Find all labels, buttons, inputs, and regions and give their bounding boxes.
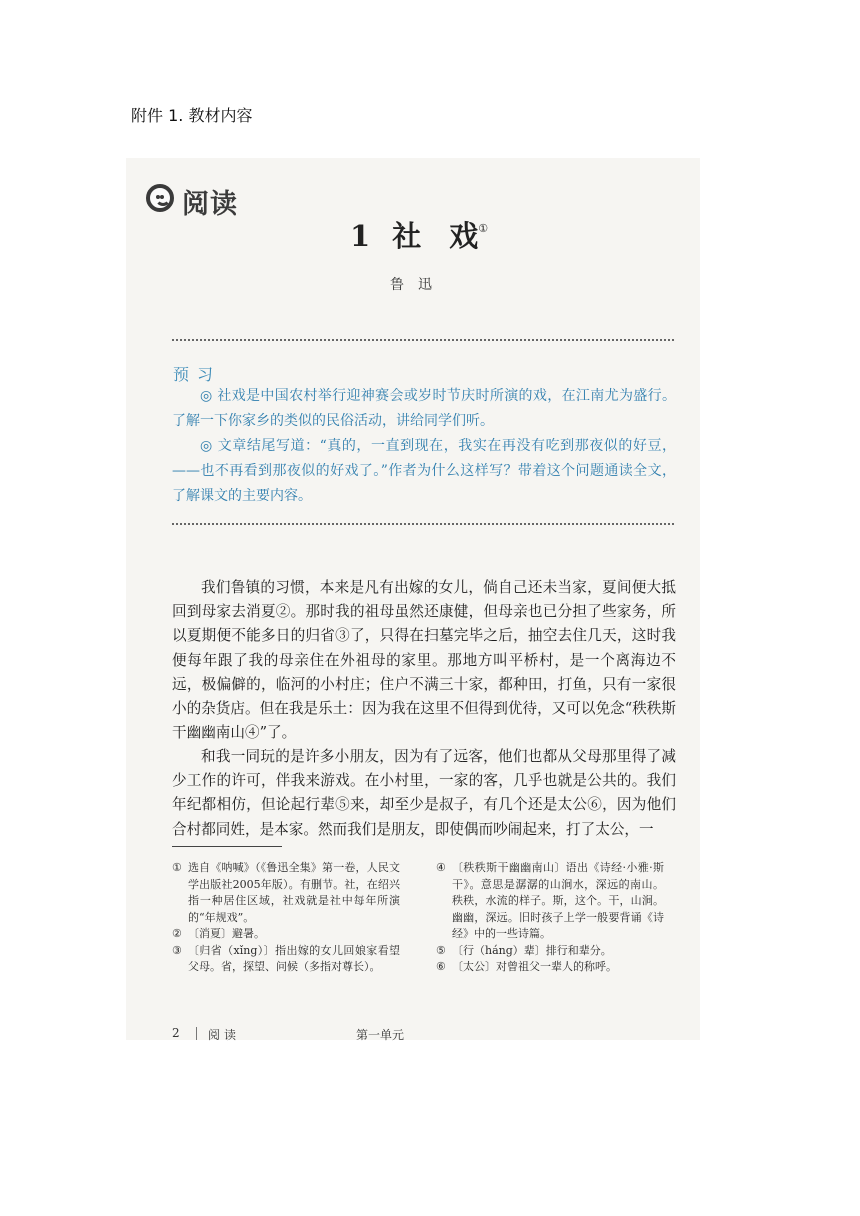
footnote (436, 959, 664, 976)
lesson-title-char: 戏 (449, 219, 479, 253)
footnote-mark: ③ (172, 943, 182, 957)
lesson-title (350, 214, 488, 255)
author-name: 鲁迅 (390, 277, 446, 293)
footnote-mark: ⑥ (436, 960, 446, 973)
lesson-number: 1 (350, 219, 371, 253)
footnote (436, 943, 664, 960)
footnote-mark: ① (172, 861, 182, 874)
lesson-title-note: ① (478, 222, 489, 235)
footnotes-left (172, 860, 400, 976)
body-paragraph: 我们鲁镇的习惯，本来是凡有出嫁的女儿，倘自己还未当家，夏间便大抵回到母家去消夏②。那时我的祖母虽然还康健，但母亲也已分担了些家务，所以夏期便不能多日的归省③了，只得在扫墓完毕之后，抽空去住几天，这时我便每年跟了我的母亲住在外祖母的家里。那地方叫平桥村，是一个离海边不远，极偏僻的，临河的小村庄；住户不满三十家，都种田，打鱼，只有一家很小的杂货店。但在我是乐土：因为我在这里不但得到优待，又可以免念“秩秩斯干幽幽南山④”了。 (172, 579, 676, 742)
footnote-mark: ⑤ (436, 943, 446, 957)
dotted-divider (172, 523, 674, 525)
footnote-text: 〔行（háng）辈〕排行和辈分。 (452, 943, 612, 957)
footnote (436, 860, 664, 943)
footnote-mark: ④ (436, 861, 446, 874)
smiley-icon (146, 184, 174, 212)
footnote-text: 〔消夏〕避暑。 (188, 927, 265, 940)
section-title: 阅读 (182, 189, 238, 220)
attachment-label: 附件 1. 教材内容 (131, 106, 253, 125)
footnote (172, 926, 400, 943)
footnote-rule (172, 846, 282, 847)
preview-item: ◎ 文章结尾写道：“真的，一直到现在，我实在再没有吃到那夜似的好豆，——也不再看到那夜似的好戏了。”作者为什么这样写？带着这个问题通读全文，了解课文的主要内容。 (172, 438, 676, 504)
preview-heading: 预习 (173, 365, 222, 384)
footnote-text: 选自《呐喊》（《鲁迅全集》第一卷，人民文学出版社2005年版）。有删节。社，在绍兴指一种居住区域，社戏就是社中每年所演的“年规戏”。 (188, 861, 400, 924)
footer-separator (196, 1027, 197, 1040)
footnote (172, 860, 400, 926)
body-paragraph: 和我一同玩的是许多小朋友，因为有了远客，他们也都从父母那里得了减少工作的许可，伴我来游戏。在小村里，一家的客，几乎也就是公共的。我们年纪都相仿，但论起行辈⑤来，却至少是叔子，有几个还是太公⑥，因为他们合村都同姓，是本家。然而我们是朋友，即使偶而吵闹起来，打了太公，一 (172, 748, 676, 838)
preview-item: ◎ 社戏是中国农村举行迎神赛会或岁时节庆时所演的戏，在江南尤为盛行。了解一下你家乡的类似的民俗活动，讲给同学们听。 (172, 388, 676, 429)
lesson-title-char: 社 (392, 219, 422, 253)
footnote-mark: ② (172, 927, 182, 940)
footnote-text: 〔秩秩斯干幽幽南山〕语出《诗经·小雅·斯干》。意思是潺潺的山涧水，深远的南山。秩秩，水流的样子。斯，这个。干，山涧。幽幽，深远。旧时孩子上学一般要背诵《诗经》中的一些诗篇。 (452, 861, 664, 940)
footnote-text: 〔归省（xǐng）〕指出嫁的女儿回娘家看望父母。省，探望、问候（多指对尊长）。 (188, 943, 400, 973)
dotted-divider (172, 339, 674, 341)
footnotes-right (436, 860, 664, 976)
page-number: 2 (172, 1026, 180, 1040)
footnote-text: 〔太公〕对曾祖父一辈人的称呼。 (452, 960, 617, 973)
footnote (172, 943, 400, 976)
footer-unit: 第一单元 (356, 1028, 405, 1042)
footer-section: 阅读 (208, 1028, 241, 1042)
